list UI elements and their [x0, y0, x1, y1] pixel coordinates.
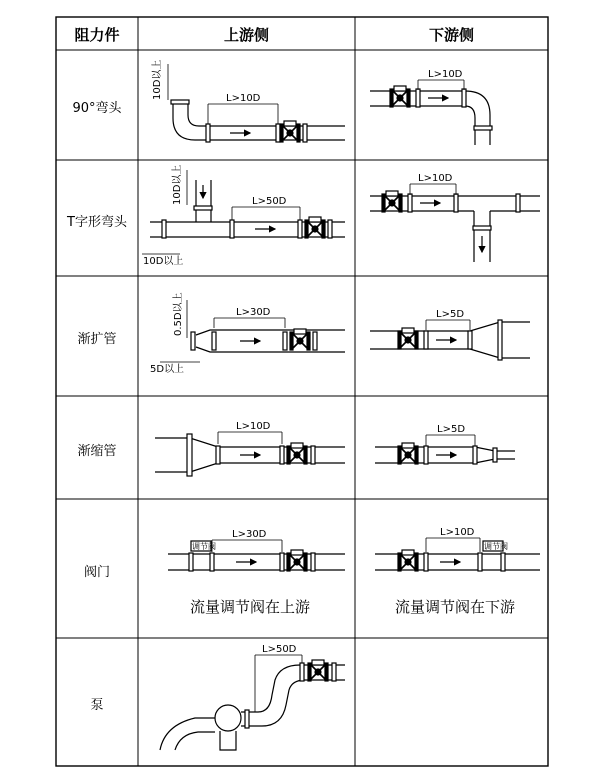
row-label-pump: 泵: [90, 698, 104, 713]
header-upstream: 上游侧: [223, 26, 269, 44]
dim-expander-up-3: 5D以上: [150, 364, 185, 375]
dim-expander-up-1: 0.5D以上: [173, 292, 184, 336]
diagram-valve-downstream: [375, 538, 540, 571]
row-label-valve: 阀门: [83, 565, 110, 580]
dim-expander-up-2: L>30D: [236, 307, 271, 318]
dim-reducer-up-1: L>10D: [236, 421, 271, 432]
dim-valve-down-1: L>10D: [440, 527, 475, 538]
dim-elbow-up-2: L>10D: [226, 93, 261, 104]
row-label-tee: T字形弯头: [67, 215, 127, 230]
diagram-tee-downstream: [370, 184, 540, 262]
row-label-elbow: 90°弯头: [72, 101, 122, 116]
header-fitting: 阻力件: [74, 26, 120, 44]
diagram-reducer-downstream: [375, 435, 515, 464]
dim-tee-down-1: L>10D: [418, 173, 453, 184]
dim-tee-up-2: L>50D: [252, 196, 287, 207]
row-label-reducer: 渐缩管: [77, 444, 117, 459]
dim-elbow-up-1: 10D以上: [152, 59, 163, 100]
dim-reducer-down-1: L>5D: [437, 424, 466, 435]
diagram-reducer-upstream: [155, 432, 345, 476]
caption-valve-upstream: 流量调节阀在上游: [189, 598, 310, 616]
label-valve-down: 调节阀: [484, 542, 508, 551]
dim-pump-1: L>50D: [262, 644, 297, 655]
diagram-pump: [160, 655, 345, 750]
diagram-elbow-downstream: [370, 80, 492, 145]
dim-expander-down-1: L>5D: [436, 309, 465, 320]
dim-valve-up-1: L>30D: [232, 529, 267, 540]
dim-elbow-down-1: L>10D: [428, 69, 463, 80]
label-valve-up: 调节阀: [192, 542, 216, 551]
dim-tee-up-1: 10D以上: [172, 164, 183, 205]
header-downstream: 下游侧: [428, 26, 474, 44]
row-label-expander: 渐扩管: [77, 332, 117, 347]
caption-valve-downstream: 流量调节阀在下游: [394, 598, 515, 616]
dim-tee-up-3: 10D以上: [143, 256, 184, 267]
diagram-expander-downstream: [370, 320, 530, 360]
